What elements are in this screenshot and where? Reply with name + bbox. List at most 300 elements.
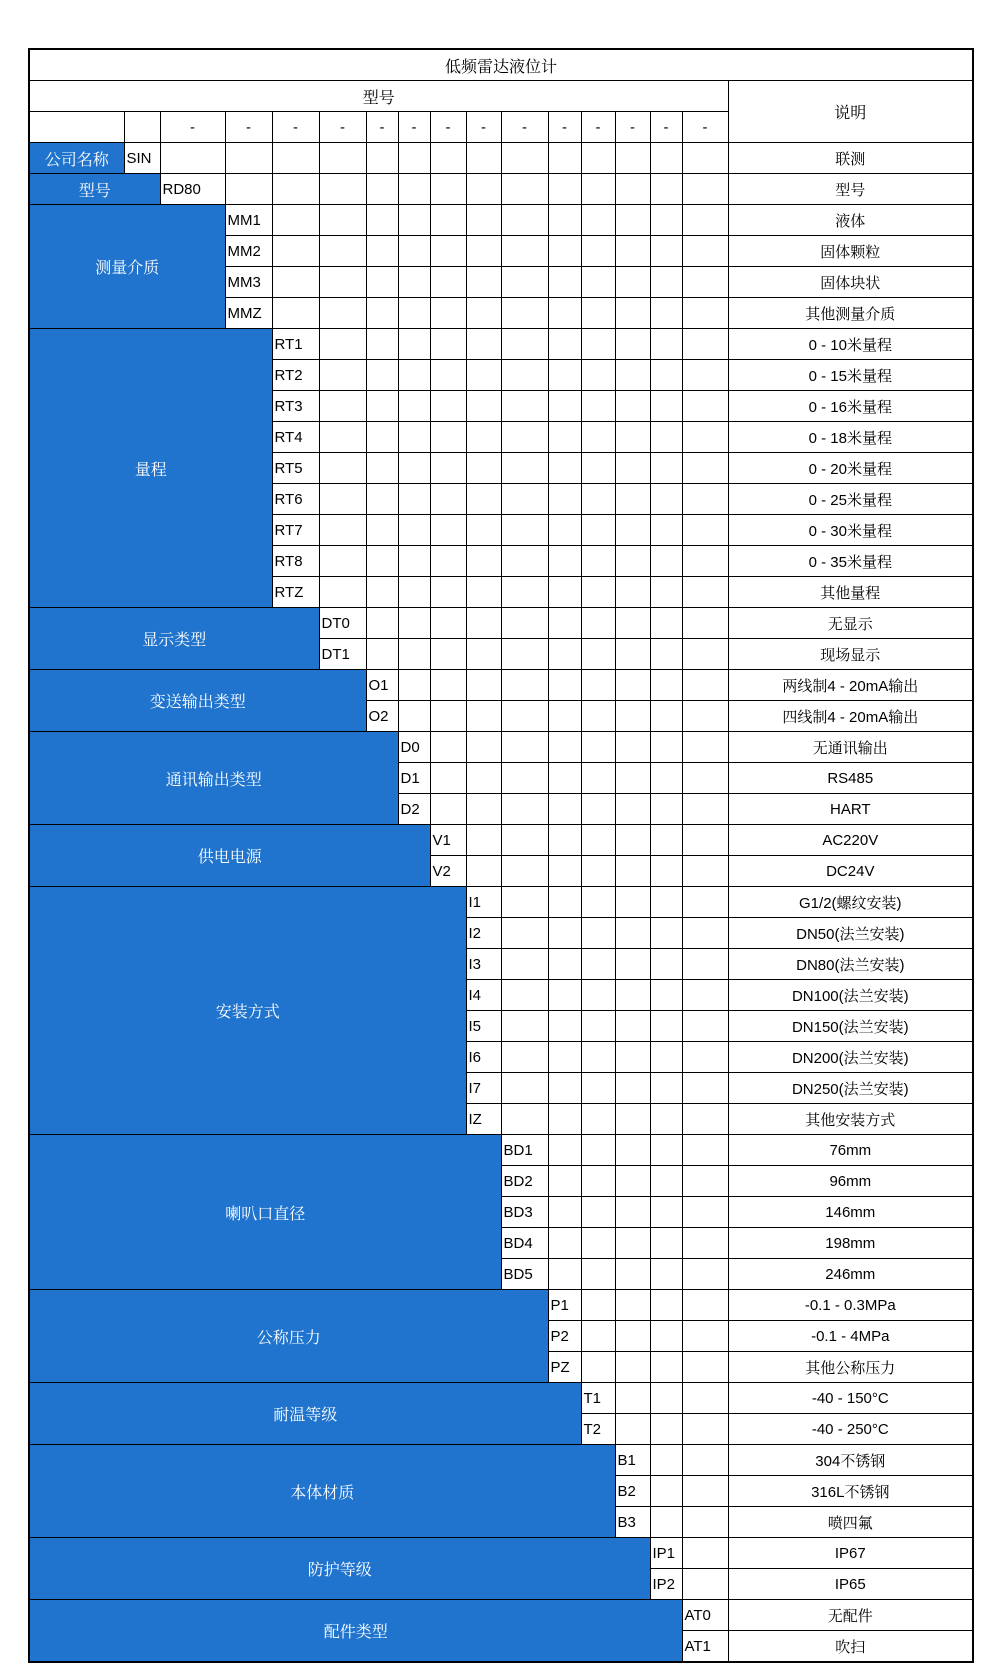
empty-cell xyxy=(466,453,501,484)
separator-dash-cell: - xyxy=(160,112,225,143)
empty-cell xyxy=(615,701,650,732)
empty-cell xyxy=(650,1290,682,1321)
empty-cell xyxy=(650,515,682,546)
empty-cell xyxy=(501,329,548,360)
category-cell: 测量介质 xyxy=(29,205,225,329)
empty-cell xyxy=(501,980,548,1011)
separator-dash-cell: - xyxy=(650,112,682,143)
empty-cell xyxy=(430,484,466,515)
empty-cell xyxy=(615,1414,650,1445)
empty-cell xyxy=(581,1073,615,1104)
category-cell: 公司名称 xyxy=(29,143,124,174)
description-cell: 其他测量介质 xyxy=(728,298,973,329)
empty-cell xyxy=(272,205,319,236)
empty-cell xyxy=(581,329,615,360)
empty-cell xyxy=(501,546,548,577)
description-cell: 四线制4 - 20mA输出 xyxy=(728,701,973,732)
empty-cell xyxy=(430,360,466,391)
code-cell: V1 xyxy=(430,825,466,856)
option-row xyxy=(29,670,973,701)
model-selection-table-wrap xyxy=(28,48,974,1663)
empty-cell xyxy=(466,856,501,887)
separator-dash-cell: - xyxy=(272,112,319,143)
empty-cell xyxy=(466,608,501,639)
empty-cell xyxy=(501,577,548,608)
option-row xyxy=(29,1538,973,1569)
empty-cell xyxy=(548,949,581,980)
empty-cell xyxy=(615,1073,650,1104)
empty-cell xyxy=(615,980,650,1011)
empty-cell xyxy=(650,1414,682,1445)
empty-cell xyxy=(650,1476,682,1507)
empty-cell xyxy=(366,577,398,608)
separator-dash-cell: - xyxy=(501,112,548,143)
empty-cell xyxy=(682,732,728,763)
empty-cell xyxy=(581,267,615,298)
empty-cell xyxy=(650,1352,682,1383)
empty-cell xyxy=(682,918,728,949)
empty-cell xyxy=(430,515,466,546)
code-cell: RTZ xyxy=(272,577,319,608)
empty-cell xyxy=(615,391,650,422)
description-cell: 固体块状 xyxy=(728,267,973,298)
empty-cell xyxy=(581,732,615,763)
code-cell: B2 xyxy=(615,1476,650,1507)
empty-cell xyxy=(581,484,615,515)
description-cell: 0 - 35米量程 xyxy=(728,546,973,577)
empty-cell xyxy=(682,143,728,174)
empty-cell xyxy=(430,236,466,267)
empty-cell xyxy=(682,515,728,546)
code-cell: AT0 xyxy=(682,1600,728,1631)
empty-cell xyxy=(501,143,548,174)
empty-cell xyxy=(581,546,615,577)
description-cell: 其他安装方式 xyxy=(728,1104,973,1135)
empty-cell xyxy=(650,608,682,639)
empty-cell xyxy=(581,577,615,608)
option-row xyxy=(29,329,973,360)
category-cell: 变送输出类型 xyxy=(29,670,366,732)
empty-cell xyxy=(615,1352,650,1383)
category-cell: 配件类型 xyxy=(29,1600,682,1663)
empty-cell xyxy=(319,329,366,360)
empty-cell xyxy=(615,670,650,701)
empty-cell xyxy=(501,763,548,794)
empty-cell xyxy=(548,1135,581,1166)
empty-cell xyxy=(650,1011,682,1042)
category-cell: 喇叭口直径 xyxy=(29,1135,501,1290)
empty-cell xyxy=(366,174,398,205)
empty-cell xyxy=(581,763,615,794)
description-cell: 无显示 xyxy=(728,608,973,639)
empty-cell xyxy=(501,298,548,329)
empty-cell xyxy=(650,825,682,856)
description-cell: 0 - 15米量程 xyxy=(728,360,973,391)
empty-cell xyxy=(548,1197,581,1228)
code-cell: RT5 xyxy=(272,453,319,484)
empty-cell xyxy=(430,391,466,422)
empty-cell xyxy=(581,639,615,670)
empty-cell xyxy=(501,236,548,267)
empty-cell xyxy=(366,546,398,577)
model-header-cell: 型号 xyxy=(29,81,728,112)
empty-cell xyxy=(650,453,682,484)
empty-cell xyxy=(650,422,682,453)
empty-cell xyxy=(501,1042,548,1073)
empty-cell xyxy=(682,1011,728,1042)
empty-cell xyxy=(615,1166,650,1197)
empty-cell xyxy=(501,1011,548,1042)
empty-cell xyxy=(466,329,501,360)
empty-cell xyxy=(366,608,398,639)
empty-cell xyxy=(430,174,466,205)
code-cell: D2 xyxy=(398,794,430,825)
empty-cell xyxy=(398,515,430,546)
code-cell: MM2 xyxy=(225,236,272,267)
empty-cell xyxy=(319,205,366,236)
category-cell: 供电电源 xyxy=(29,825,430,887)
empty-cell xyxy=(682,360,728,391)
code-cell: B1 xyxy=(615,1445,650,1476)
empty-cell xyxy=(581,1228,615,1259)
code-cell: RT8 xyxy=(272,546,319,577)
code-cell: I7 xyxy=(466,1073,501,1104)
code-cell: BD2 xyxy=(501,1166,548,1197)
category-cell: 耐温等级 xyxy=(29,1383,581,1445)
empty-cell xyxy=(650,1166,682,1197)
empty-cell xyxy=(430,794,466,825)
empty-cell xyxy=(548,980,581,1011)
empty-cell xyxy=(430,577,466,608)
separator-dash-cell: - xyxy=(366,112,398,143)
empty-cell xyxy=(501,918,548,949)
code-cell: RT6 xyxy=(272,484,319,515)
empty-cell xyxy=(581,1104,615,1135)
description-cell: 吹扫 xyxy=(728,1631,973,1663)
empty-cell xyxy=(650,1259,682,1290)
empty-cell xyxy=(615,360,650,391)
description-cell: 两线制4 - 20mA输出 xyxy=(728,670,973,701)
category-cell: 公称压力 xyxy=(29,1290,548,1383)
empty-cell xyxy=(650,856,682,887)
empty-cell xyxy=(319,515,366,546)
description-cell: 无配件 xyxy=(728,1600,973,1631)
empty-cell xyxy=(430,701,466,732)
code-cell: RT3 xyxy=(272,391,319,422)
empty-cell xyxy=(319,391,366,422)
empty-cell xyxy=(398,298,430,329)
separator-dash-cell: - xyxy=(581,112,615,143)
code-cell: I1 xyxy=(466,887,501,918)
empty-cell xyxy=(581,360,615,391)
empty-cell xyxy=(682,1538,728,1569)
empty-cell xyxy=(548,670,581,701)
empty-cell xyxy=(501,639,548,670)
code-cell: T1 xyxy=(581,1383,615,1414)
code-cell: I2 xyxy=(466,918,501,949)
separator-dash-cell: - xyxy=(548,112,581,143)
header-row xyxy=(29,81,973,112)
category-cell: 防护等级 xyxy=(29,1538,650,1600)
option-row xyxy=(29,732,973,763)
empty-cell xyxy=(398,546,430,577)
empty-cell xyxy=(466,143,501,174)
empty-cell xyxy=(682,1445,728,1476)
selection-table-body xyxy=(29,49,973,1662)
empty-cell xyxy=(682,608,728,639)
empty-cell xyxy=(650,267,682,298)
empty-cell xyxy=(430,639,466,670)
description-cell: 其他公称压力 xyxy=(728,1352,973,1383)
empty-cell xyxy=(466,236,501,267)
code-cell: T2 xyxy=(581,1414,615,1445)
empty-cell xyxy=(466,577,501,608)
code-cell: IZ xyxy=(466,1104,501,1135)
empty-cell xyxy=(466,763,501,794)
description-cell: 146mm xyxy=(728,1197,973,1228)
category-cell: 型号 xyxy=(29,174,160,205)
empty-cell xyxy=(615,608,650,639)
empty-cell xyxy=(548,484,581,515)
empty-cell xyxy=(319,484,366,515)
empty-cell xyxy=(682,856,728,887)
code-cell: BD5 xyxy=(501,1259,548,1290)
empty-cell xyxy=(615,1011,650,1042)
empty-cell xyxy=(581,825,615,856)
empty-cell xyxy=(581,887,615,918)
option-row xyxy=(29,1445,973,1476)
empty-cell xyxy=(398,484,430,515)
option-row xyxy=(29,825,973,856)
empty-cell xyxy=(501,1073,548,1104)
empty-cell xyxy=(581,298,615,329)
empty-cell xyxy=(581,608,615,639)
description-cell: 液体 xyxy=(728,205,973,236)
code-cell: BD1 xyxy=(501,1135,548,1166)
code-cell: P1 xyxy=(548,1290,581,1321)
separator-dash-cell: - xyxy=(466,112,501,143)
empty-cell xyxy=(615,577,650,608)
description-cell: 76mm xyxy=(728,1135,973,1166)
empty-cell xyxy=(466,515,501,546)
empty-cell xyxy=(548,825,581,856)
empty-cell xyxy=(581,1290,615,1321)
empty-cell xyxy=(682,1166,728,1197)
empty-cell xyxy=(650,143,682,174)
code-cell: O2 xyxy=(366,701,398,732)
description-cell: DN100(法兰安装) xyxy=(728,980,973,1011)
empty-cell xyxy=(366,484,398,515)
empty-cell xyxy=(682,1073,728,1104)
empty-cell xyxy=(650,1507,682,1538)
category-cell: 显示类型 xyxy=(29,608,319,670)
category-cell: 本体材质 xyxy=(29,1445,615,1538)
code-cell: O1 xyxy=(366,670,398,701)
code-cell: B3 xyxy=(615,1507,650,1538)
empty-cell xyxy=(366,515,398,546)
empty-cell xyxy=(501,856,548,887)
empty-cell xyxy=(650,918,682,949)
empty-cell xyxy=(548,267,581,298)
empty-cell xyxy=(581,794,615,825)
empty-cell xyxy=(430,670,466,701)
empty-cell xyxy=(466,360,501,391)
empty-cell xyxy=(466,639,501,670)
empty-cell xyxy=(272,143,319,174)
empty-cell xyxy=(319,577,366,608)
empty-cell xyxy=(319,422,366,453)
empty-cell xyxy=(682,1476,728,1507)
empty-cell xyxy=(682,1135,728,1166)
description-cell: IP65 xyxy=(728,1569,973,1600)
empty-cell xyxy=(398,174,430,205)
empty-cell xyxy=(615,546,650,577)
code-cell: IP1 xyxy=(650,1538,682,1569)
empty-cell xyxy=(682,1228,728,1259)
empty-cell xyxy=(366,422,398,453)
description-cell: 198mm xyxy=(728,1228,973,1259)
empty-cell xyxy=(615,236,650,267)
empty-cell xyxy=(548,1073,581,1104)
code-cell: RT7 xyxy=(272,515,319,546)
empty-cell xyxy=(466,422,501,453)
description-cell: DC24V xyxy=(728,856,973,887)
empty-cell xyxy=(501,515,548,546)
code-cell: D0 xyxy=(398,732,430,763)
empty-cell xyxy=(272,267,319,298)
empty-cell xyxy=(650,546,682,577)
empty-cell xyxy=(430,298,466,329)
empty-cell xyxy=(548,298,581,329)
empty-cell xyxy=(615,1383,650,1414)
empty-cell xyxy=(581,205,615,236)
empty-cell xyxy=(682,1259,728,1290)
empty-cell xyxy=(682,1042,728,1073)
description-cell: 固体颗粒 xyxy=(728,236,973,267)
empty-cell xyxy=(548,236,581,267)
empty-cell xyxy=(615,484,650,515)
empty-cell xyxy=(615,825,650,856)
empty-cell xyxy=(319,174,366,205)
empty-cell xyxy=(501,949,548,980)
empty-cell xyxy=(548,1166,581,1197)
description-cell: 0 - 10米量程 xyxy=(728,329,973,360)
empty-cell xyxy=(581,980,615,1011)
empty-cell xyxy=(615,949,650,980)
empty-cell xyxy=(581,856,615,887)
empty-cell xyxy=(272,174,319,205)
empty-cell xyxy=(548,732,581,763)
code-cell: MMZ xyxy=(225,298,272,329)
empty-cell xyxy=(225,143,272,174)
category-cell: 通讯输出类型 xyxy=(29,732,398,825)
description-cell: 96mm xyxy=(728,1166,973,1197)
empty-cell xyxy=(398,267,430,298)
code-cell: I5 xyxy=(466,1011,501,1042)
empty-cell xyxy=(581,1352,615,1383)
option-row xyxy=(29,1383,973,1414)
empty-cell xyxy=(682,1290,728,1321)
empty-cell xyxy=(682,236,728,267)
description-cell: IP67 xyxy=(728,1538,973,1569)
empty-cell xyxy=(682,484,728,515)
empty-cell xyxy=(366,267,398,298)
empty-cell xyxy=(466,267,501,298)
empty-cell xyxy=(430,732,466,763)
separator-dash-cell: - xyxy=(430,112,466,143)
empty-cell xyxy=(466,701,501,732)
empty-cell xyxy=(366,453,398,484)
empty-cell xyxy=(272,298,319,329)
model-selection-table xyxy=(28,48,974,1663)
option-row xyxy=(29,205,973,236)
empty-cell xyxy=(682,1197,728,1228)
empty-cell xyxy=(501,453,548,484)
empty-cell xyxy=(581,949,615,980)
empty-cell xyxy=(466,546,501,577)
option-row xyxy=(29,1135,973,1166)
description-cell: 型号 xyxy=(728,174,973,205)
empty-cell xyxy=(682,763,728,794)
empty-cell xyxy=(581,1011,615,1042)
description-cell: -0.1 - 4MPa xyxy=(728,1321,973,1352)
empty-cell xyxy=(650,639,682,670)
empty-cell xyxy=(319,453,366,484)
code-cell: BD4 xyxy=(501,1228,548,1259)
empty-cell xyxy=(650,1104,682,1135)
empty-cell xyxy=(548,918,581,949)
option-row xyxy=(29,174,973,205)
empty-cell xyxy=(581,515,615,546)
page-title: 低频雷达液位计 xyxy=(29,49,973,81)
empty-cell xyxy=(501,701,548,732)
empty-cell xyxy=(581,1166,615,1197)
empty-cell xyxy=(650,701,682,732)
code-cell: I3 xyxy=(466,949,501,980)
empty-cell xyxy=(615,298,650,329)
empty-cell xyxy=(466,205,501,236)
empty-cell xyxy=(501,1104,548,1135)
empty-cell xyxy=(366,329,398,360)
empty-cell xyxy=(682,1569,728,1600)
empty-cell xyxy=(319,360,366,391)
empty-cell xyxy=(430,763,466,794)
empty-cell xyxy=(682,701,728,732)
empty-cell xyxy=(548,546,581,577)
empty-cell xyxy=(366,360,398,391)
empty-cell xyxy=(366,205,398,236)
empty-cell xyxy=(650,794,682,825)
empty-cell xyxy=(682,825,728,856)
empty-cell xyxy=(650,298,682,329)
empty-cell xyxy=(615,1042,650,1073)
code-cell: D1 xyxy=(398,763,430,794)
code-cell: RD80 xyxy=(160,174,225,205)
empty-cell xyxy=(466,298,501,329)
empty-cell xyxy=(548,422,581,453)
empty-cell xyxy=(501,670,548,701)
empty-cell xyxy=(615,1228,650,1259)
empty-cell xyxy=(682,1104,728,1135)
empty-cell xyxy=(548,515,581,546)
empty-cell xyxy=(466,484,501,515)
empty-cell xyxy=(615,1135,650,1166)
empty-cell xyxy=(366,391,398,422)
empty-cell xyxy=(581,1321,615,1352)
empty-cell xyxy=(650,1445,682,1476)
option-row xyxy=(29,1290,973,1321)
empty-cell xyxy=(615,329,650,360)
